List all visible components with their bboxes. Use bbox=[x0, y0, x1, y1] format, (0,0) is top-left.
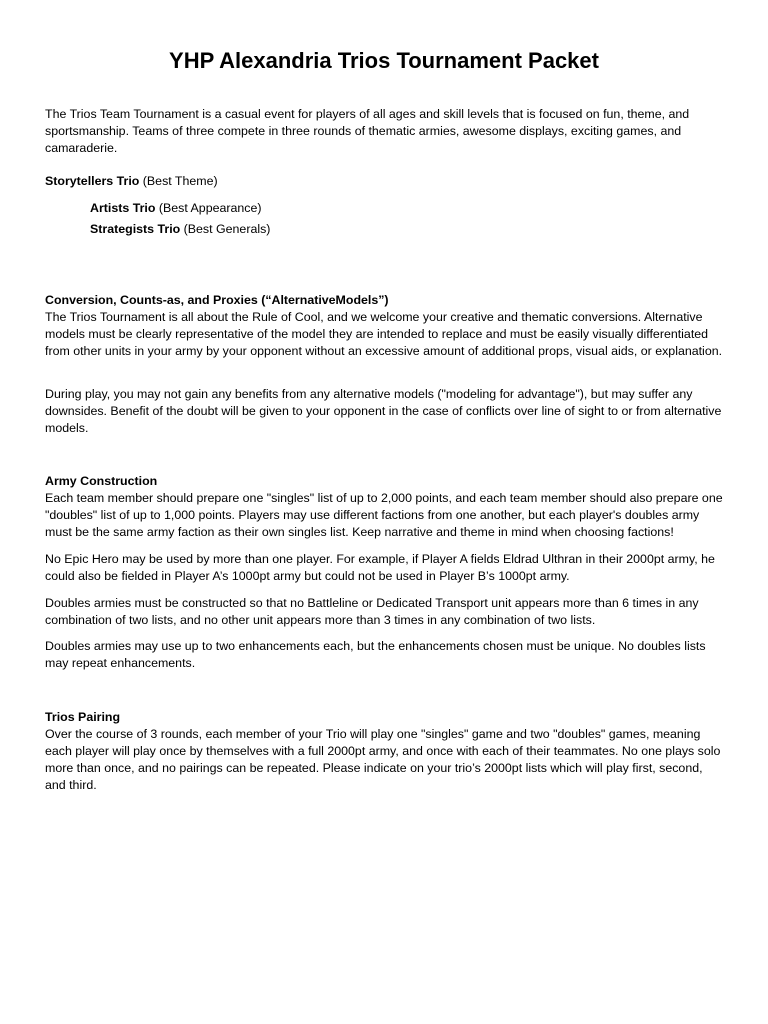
award-storytellers bbox=[45, 173, 723, 190]
section-army-paragraph-4 bbox=[45, 638, 723, 672]
section-paragraph: No Epic Hero may be used by more than one player. For example, if Player A fields Eldrad Ulthran in their 2000pt army, he could also be fielded in Player A’s 1000pt army but could not be used in Player B’s 1000pt army. bbox=[45, 552, 715, 583]
award-desc: (Best Appearance) bbox=[155, 201, 262, 215]
award-desc: (Best Generals) bbox=[180, 222, 271, 236]
section-conversion-paragraph-2 bbox=[45, 386, 723, 437]
intro-paragraph bbox=[45, 106, 723, 157]
page-title: YHP Alexandria Trios Tournament Packet bbox=[169, 48, 599, 73]
section-paragraph: Over the course of 3 rounds, each member of your Trio will play one "singles" game and two "doubles" games, meaning each player will play once by themselves with a full 2000pt army, and once with each of their teammates. No one plays solo more than once, and no pairings can be repeated. Please indicate on your trio’s 2000pt lists which will play first, second, and third. bbox=[45, 727, 721, 792]
section-conversion bbox=[45, 292, 723, 360]
award-name: Storytellers Trio bbox=[45, 174, 140, 188]
section-heading: Army Construction bbox=[45, 474, 158, 488]
section-paragraph: Doubles armies may use up to two enhancements each, but the enhancements chosen must be unique. No doubles lists may repeat enhancements. bbox=[45, 639, 706, 670]
award-name: Strategists Trio bbox=[90, 222, 181, 236]
award-desc: (Best Theme) bbox=[139, 174, 218, 188]
award-strategists bbox=[90, 221, 690, 238]
section-paragraph: The Trios Tournament is all about the Rule of Cool, and we welcome your creative and thematic conversions. Alternative models must be clearly representative of the model they are intended to replace and must be easily visually differentiated from other units in your army by your opponent without an excessive amount of additional props, visual aids, or explanation. bbox=[45, 310, 723, 358]
award-name: Artists Trio bbox=[90, 201, 156, 215]
section-heading: Trios Pairing bbox=[45, 710, 121, 724]
section-army-paragraph-3 bbox=[45, 595, 723, 629]
section-paragraph: Doubles armies must be constructed so that no Battleline or Dedicated Transport unit appears more than 6 times in any combination of two lists, and no other unit appears more than 3 times in any combination of two lists. bbox=[45, 596, 699, 627]
section-army-construction bbox=[45, 473, 723, 541]
intro-text: The Trios Team Tournament is a casual event for players of all ages and skill levels that is focused on fun, theme, and sportsmanship. Teams of three compete in three rounds of thematic armies, awesome displays, exciting games, and camaraderie. bbox=[45, 107, 690, 155]
section-paragraph: Each team member should prepare one "singles" list of up to 2,000 points, and each team member should also prepare one "doubles" list of up to 1,000 points. Players may use different factions from one another, but each player's doubles army must be the same army faction as their own singles list. Keep narrative and theme in mind when choosing factions! bbox=[45, 491, 723, 539]
award-artists bbox=[90, 200, 690, 217]
section-army-paragraph-2 bbox=[45, 551, 723, 585]
section-heading: Conversion, Counts-as, and Proxies (“AlternativeModels”) bbox=[45, 293, 389, 307]
section-paragraph: During play, you may not gain any benefits from any alternative models ("modeling for advantage"), but may suffer any downsides. Benefit of the doubt will be given to your opponent in the case of conflicts over line of sight to or from alternative models. bbox=[45, 387, 722, 435]
section-trios-pairing bbox=[45, 709, 723, 794]
